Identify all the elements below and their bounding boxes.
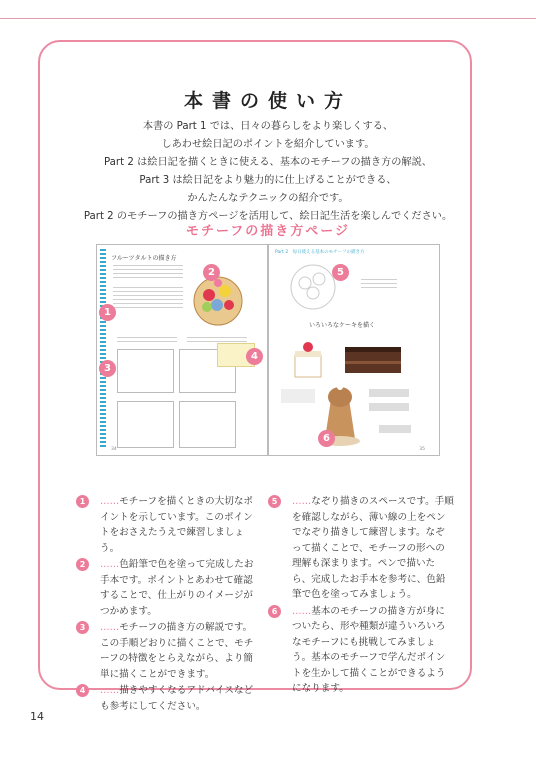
legend-text: なぞり描きのスペースです。手順を確認しながら、薄い線の上をペンでなぞり描きして練習します。なぞって描くことで、モチーフの形への理解も深まります。ペンで描いたら、完成したお手本を参考に、色鉛筆で色を塗ってみましょう。	[292, 496, 454, 600]
intro-line: Part 3 は絵日記をより魅力的に仕上げることができる、	[139, 175, 397, 186]
page-number: 14	[30, 710, 44, 723]
number-badge: 1	[76, 495, 89, 508]
callout-marker: 6	[318, 430, 335, 447]
legend-text: 色鉛筆で色を塗って完成したお手本です。ポイントとあわせて確認することで、仕上がりのイメージがつかめます。	[100, 559, 254, 617]
sample-right-page	[268, 244, 440, 456]
number-badge: 2	[76, 558, 89, 571]
legend-text: モチーフを描くときの大切なポイントを示しています。このポイントをおさえたうえで練習しましょう。	[100, 496, 254, 554]
legend-text: 基本のモチーフの描き方が身についたら、形や種類が違ういろいろなモチーフにも挑戦してみましょう。基本のモチーフで学んだポイントを生かして描くことができるようになります。	[292, 605, 446, 694]
legend-text: 描きやすくなるアドバイスなども参考にしてください。	[100, 685, 254, 712]
blue-stripe	[100, 249, 106, 449]
sample-right-title: いろいろなケーキを描く	[309, 322, 376, 329]
callout-marker: 3	[99, 360, 116, 377]
section-title: モチーフの描き方ページ	[185, 224, 351, 239]
legend-item: 6 ……基本のモチーフの描き方が身についたら、形や種類が違ういろいろなモチーフにも挑戦してみましょう。基本のモチーフで学んだポイントを生かして描くことができるようになります。	[268, 604, 454, 697]
cakes-illustration	[275, 329, 435, 453]
legend-right-column	[268, 494, 454, 698]
legend-item: 4 ……描きやすくなるアドバイスなども参考にしてください。	[76, 683, 256, 714]
intro-line: しあわせ絵日記のポイントを紹介しています。	[161, 139, 375, 150]
number-badge: 3	[76, 621, 89, 634]
legend-item: 1 ……モチーフを描くときの大切なポイントを示しています。このポイントをおさえたうえで練習しましょう。	[76, 494, 256, 556]
intro-text	[70, 118, 466, 226]
intro-line: 本書の Part 1 では、日々の暮らしをより楽しくする、	[142, 121, 394, 132]
callout-marker: 4	[246, 348, 263, 365]
sample-spread-image	[96, 244, 440, 464]
sample-left-title: フルーツタルトの描き方	[111, 255, 177, 262]
sample-right-header: Part 2 毎日使える基本のモチーフの描き方	[275, 250, 365, 255]
callout-marker: 1	[99, 304, 116, 321]
number-badge: 6	[268, 605, 281, 618]
number-badge: 5	[268, 495, 281, 508]
legend-item: 3 ……モチーフの描き方の解説です。この手順どおりに描くことで、モチーフの特徴をとらえながら、より簡単に描くことができます。	[76, 620, 256, 682]
intro-line: Part 2 のモチーフの描き方ページを活用して、絵日記生活を楽しんでください。	[83, 211, 453, 222]
sample-right-page-number: 35	[419, 447, 425, 452]
legend-item: 5 ……なぞり描きのスペースです。手順を確認しながら、薄い線の上をペンでなぞり描きして練習します。なぞって描くことで、モチーフの形への理解も深まります。ペンで描いたら、完成したお手本を参考に、色鉛筆で色を塗ってみましょう。	[268, 494, 454, 603]
intro-line: Part 2 は絵日記を描くときに使える、基本のモチーフの描き方の解説、	[104, 157, 432, 168]
callout-marker: 2	[203, 264, 220, 281]
legend-item: 2 ……色鉛筆で色を塗って完成したお手本です。ポイントとあわせて確認することで、仕上がりのイメージがつかめます。	[76, 557, 256, 619]
sample-left-page-number: 34	[111, 447, 117, 452]
legend-text: モチーフの描き方の解説です。この手順どおりに描くことで、モチーフの特徴をとらえながら、より簡単に描くことができます。	[100, 622, 254, 680]
legend-left-column	[76, 494, 256, 715]
sample-left-page	[96, 244, 268, 456]
callout-marker: 5	[332, 264, 349, 281]
top-bleed-line	[0, 0, 536, 19]
number-badge: 4	[76, 684, 89, 697]
page-title: 本書の使い方	[183, 90, 352, 112]
intro-line: かんたんなテクニックの紹介です。	[187, 193, 349, 204]
